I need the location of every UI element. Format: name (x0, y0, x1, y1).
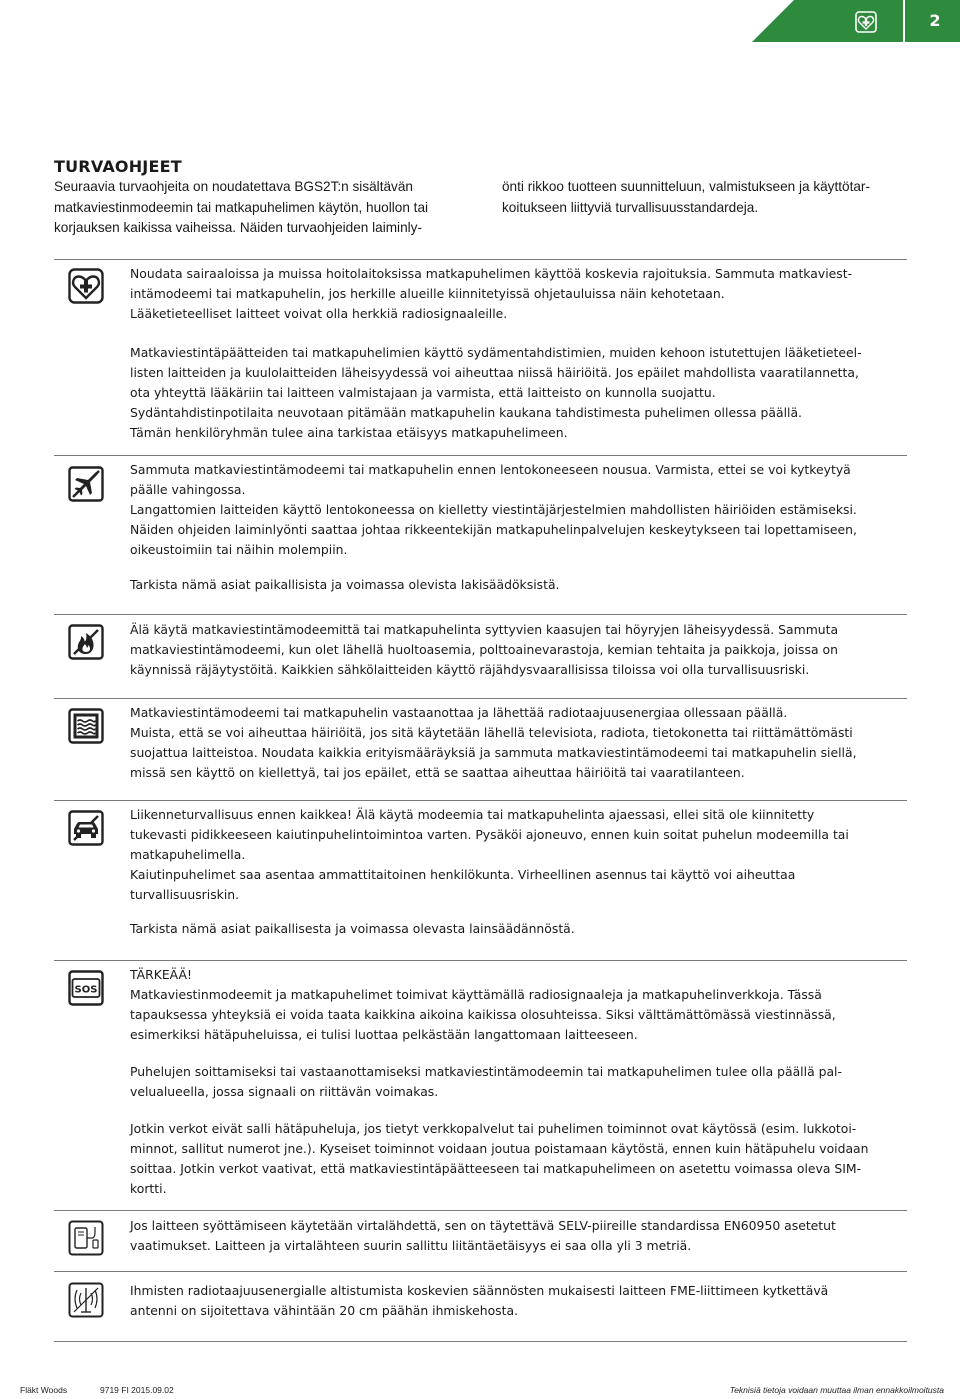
section-car-text (130, 805, 902, 939)
section-divider (54, 1271, 907, 1272)
intro-left-column (54, 177, 474, 239)
section-divider (54, 698, 907, 699)
sos-icon (68, 970, 104, 1006)
paragraph (130, 620, 902, 680)
text-line: listen laitteiden ja kuulolaitteiden läheisyydessä voi aiheuttaa niissä häiriöitä. Jos epäilet mahdollista vaaratilannetta, (130, 365, 859, 380)
text-line: Älä käytä matkaviestintämodeemittä tai matkapuhelinta syttyvien kaasujen tai höyryjen läheisyydessä. Sammuta (130, 622, 839, 637)
text-line: Kaiutinpuhelimet saa asentaa ammattitaitoinen henkilökunta. Virheellinen asennus tai käyttö voi aiheuttaa (130, 867, 796, 882)
text-line: Näiden ohjeiden laiminlyönti saattaa johtaa rikkeentekijän matkapuhelinpalvelujen keskeytykseen tai lopettamiseen, (130, 522, 857, 537)
section-divider (54, 259, 907, 260)
paragraph (130, 1119, 902, 1199)
intro-line: koitukseen liittyviä turvallisuusstandardeja. (502, 199, 759, 215)
text-line: kortti. (130, 1181, 167, 1196)
section-antenna-text (130, 1281, 902, 1321)
text-line: Sammuta matkaviestintämodeemi tai matkapuhelin ennen lentokoneeseen nousua. Varmista, ettei se voi kytkeytyä (130, 462, 851, 477)
text-line: Ihmisten radiotaajuusenergialle altistumista koskevien säännösten mukaisesti laitteen FME-liittimeen kytkettävä (130, 1283, 829, 1298)
text-line: ota yhteyttä lääkäriin tai laitteen valmistajaan ja varmista, että laitteisto on kunnolla suojattu. (130, 385, 716, 400)
text-line: Jotkin verkot eivät salli hätäpuheluja, jos tietyt verkkopalvelut tai puhelimen toiminnot ovat käytössä (esim. lukkotoi- (130, 1121, 857, 1136)
text-line: minnot, sallitut numerot jne.). Kyseiset toiminnot voidaan joutua poistamaan käytöstä, ennen kuin hätäpuhelu voidaan (130, 1141, 869, 1156)
airplane-icon (68, 466, 104, 502)
text-line: vaatimukset. Laitteen ja virtalähteen suurin sallittu liitäntäetäisyys ei saa olla yli 3 metriä. (130, 1238, 692, 1253)
medical-heart-icon (68, 268, 104, 304)
flammable-fire-icon (68, 624, 104, 660)
text-line: Jos laitteen syöttämiseen käytetään virtalähdettä, sen on täytettävä SELV-piireille standardissa EN60950 asetetut (130, 1218, 836, 1233)
paragraph (130, 703, 902, 783)
car-icon (68, 810, 104, 846)
text-line: esimerkiksi hätäpuheluissa, ei tulisi luottaa pelkästään langattomaan laitteeseen. (130, 1027, 638, 1042)
section-divider (54, 1210, 907, 1211)
text-line: TÄRKEÄÄ! (130, 967, 192, 982)
text-line: käynnissä räjäytystöitä. Kaikkien sähkölaitteiden käyttö räjähdysvaarallisissa tiloissa voi olla turvallisuusriski. (130, 662, 810, 677)
intro-line: önti rikkoo tuotteen suunnitteluun, valmistukseen ja käyttötar- (502, 179, 870, 194)
text-line: Matkaviestintäpäätteiden tai matkapuhelimien käyttö sydämentahdistimien, muiden kehoon istutettujen lääketieteel- (130, 345, 862, 360)
paragraph (130, 965, 902, 1045)
intro-line: Seuraavia turvaohjeita on noudatettava BGS2T:n sisältävän (54, 179, 413, 194)
text-line: tapauksessa yhteyksiä ei voida taata kaikkina aikoina kaikissa olosuhteissa. Siksi välttämättömässä viestinnässä, (130, 1007, 836, 1022)
paragraph (130, 805, 902, 905)
text-line: velualueella, jossa signaali on riittävän voimakas. (130, 1084, 439, 1099)
text-line: missä sen käyttö on kiellettyä, tai jos epäilet, että se saattaa aiheuttaa häiriöitä tai vaaratilanteen. (130, 765, 745, 780)
text-line: soittaa. Jotkin verkot vaativat, että matkaviestintäpäätteeseen tai matkapuhelimeen on asetettu voimassa oleva SIM- (130, 1161, 862, 1176)
text-line: matkaviestintämodeemi, kun olet lähellä huoltoasemia, polttoainevarastoja, kemian tehtaita ja paikkoja, joissa on (130, 642, 838, 657)
paragraph (130, 264, 902, 324)
section-fire-text (130, 620, 902, 680)
paragraph (130, 919, 902, 939)
radio-interference-icon (68, 708, 104, 744)
text-line: Muista, että se voi aiheuttaa häiriöitä, jos sitä käytetään lähellä televisiota, radiota, tietokonetta tai riittämättömästi (130, 725, 853, 740)
power-supply-icon (68, 1220, 104, 1256)
text-line: Tämän henkilöryhmän tulee aina tarkistaa etäisyys matkapuhelimeen. (130, 425, 568, 440)
intro-line: korjauksen kaikissa vaiheissa. Näiden turvaohjeiden laiminly- (54, 220, 422, 235)
text-line: Matkaviestintämodeemi tai matkapuhelin vastaanottaa ja lähettää radiotaajuusenergiaa ollessaan päällä. (130, 705, 788, 720)
paragraph (130, 343, 902, 443)
text-line: suojattua laitteistoa. Noudata kaikkia erityismääräyksiä ja sammuta matkaviestintämodeemi tai matkapuhelin siellä, (130, 745, 857, 760)
heart-cross-icon (855, 11, 877, 33)
text-line: antenni on sijoitettava vähintään 20 cm päähän ihmiskehosta. (130, 1303, 519, 1318)
text-line: Lääketieteelliset laitteet voivat olla herkkiä radiosignaaleille. (130, 306, 508, 321)
text-line: turvallisuusriskin. (130, 887, 240, 902)
section-power-text (130, 1216, 902, 1256)
text-line: matkapuhelimella. (130, 847, 246, 862)
footer-doc-code: 9719 FI 2015.09.02 (100, 1385, 174, 1395)
text-line: oikeustoimiin tai näihin molempiin. (130, 542, 348, 557)
intro-line: matkaviestinmodeemin tai matkapuhelimen käytön, huollon tai (54, 199, 429, 215)
section-divider (54, 800, 907, 801)
text-line: Liikenneturvallisuus ennen kaikkea! Älä käytä modeemia tai matkapuhelinta ajaessasi, ellei sitä ole kiinnitetty (130, 807, 815, 822)
paragraph (130, 575, 902, 595)
section-sos-text (130, 965, 902, 1199)
paragraph (130, 1281, 902, 1321)
section-divider (54, 455, 907, 456)
page-number: 2 (929, 11, 941, 30)
antenna-icon (68, 1282, 104, 1318)
text-line: Puhelujen soittamiseksi tai vastaanottamiseksi matkaviestintämodeemin tai matkapuhelimen tulee olla päällä pal- (130, 1064, 842, 1079)
sos-label: SOS (74, 984, 98, 996)
text-line: Langattomien laitteiden käyttö lentokoneessa on kielletty viestintäjärjestelmien mahdollisten häiriöiden estämiseksi. (130, 502, 857, 517)
footer-brand: Fläkt Woods (20, 1385, 68, 1395)
text-line: Noudata sairaaloissa ja muissa hoitolaitoksissa matkapuhelimen käyttöä koskevia rajoituksia. Sammuta matkaviest- (130, 266, 853, 281)
paragraph (130, 1216, 902, 1256)
section-divider (54, 960, 907, 961)
text-line: päälle vahingossa. (130, 482, 246, 497)
header-banner (752, 0, 960, 42)
section-divider (54, 614, 907, 615)
footer-note: Teknisiä tietoja voidaan muuttaa ilman ennakkoilmoitusta (729, 1385, 944, 1395)
paragraph (130, 1062, 902, 1102)
text-line: tukevasti pidikkeeseen kaiutinpuhelintoimintoa varten. Pysäköi ajoneuvo, ennen kuin soitat puhelun modeemilla tai (130, 827, 849, 842)
section-radio-text (130, 703, 902, 783)
section-divider (54, 1341, 907, 1342)
section-airplane-text (130, 460, 902, 595)
section-medical-text (130, 264, 902, 443)
paragraph (130, 460, 902, 560)
text-line: Sydäntahdistinpotilaita neuvotaan pitämään matkapuhelin kaukana tahdistimesta puhelimen ollessa päällä. (130, 405, 802, 420)
text-line: Tarkista nämä asiat paikallisesta ja voimassa olevasta lainsäädännöstä. (130, 921, 575, 936)
text-line: Tarkista nämä asiat paikallisista ja voimassa olevista lakisäädöksistä. (130, 577, 560, 592)
intro-right-column (502, 177, 922, 218)
page-title: TURVAOHJEET (54, 157, 182, 176)
text-line: intämodeemi tai matkapuhelin, jos herkille alueille kiinnitetyissä ohjetauluissa näin kehotetaan. (130, 286, 725, 301)
text-line: Matkaviestinmodeemit ja matkapuhelimet toimivat käyttämällä radiosignaaleja ja matkapuhelinverkkoja. Tässä (130, 987, 822, 1002)
